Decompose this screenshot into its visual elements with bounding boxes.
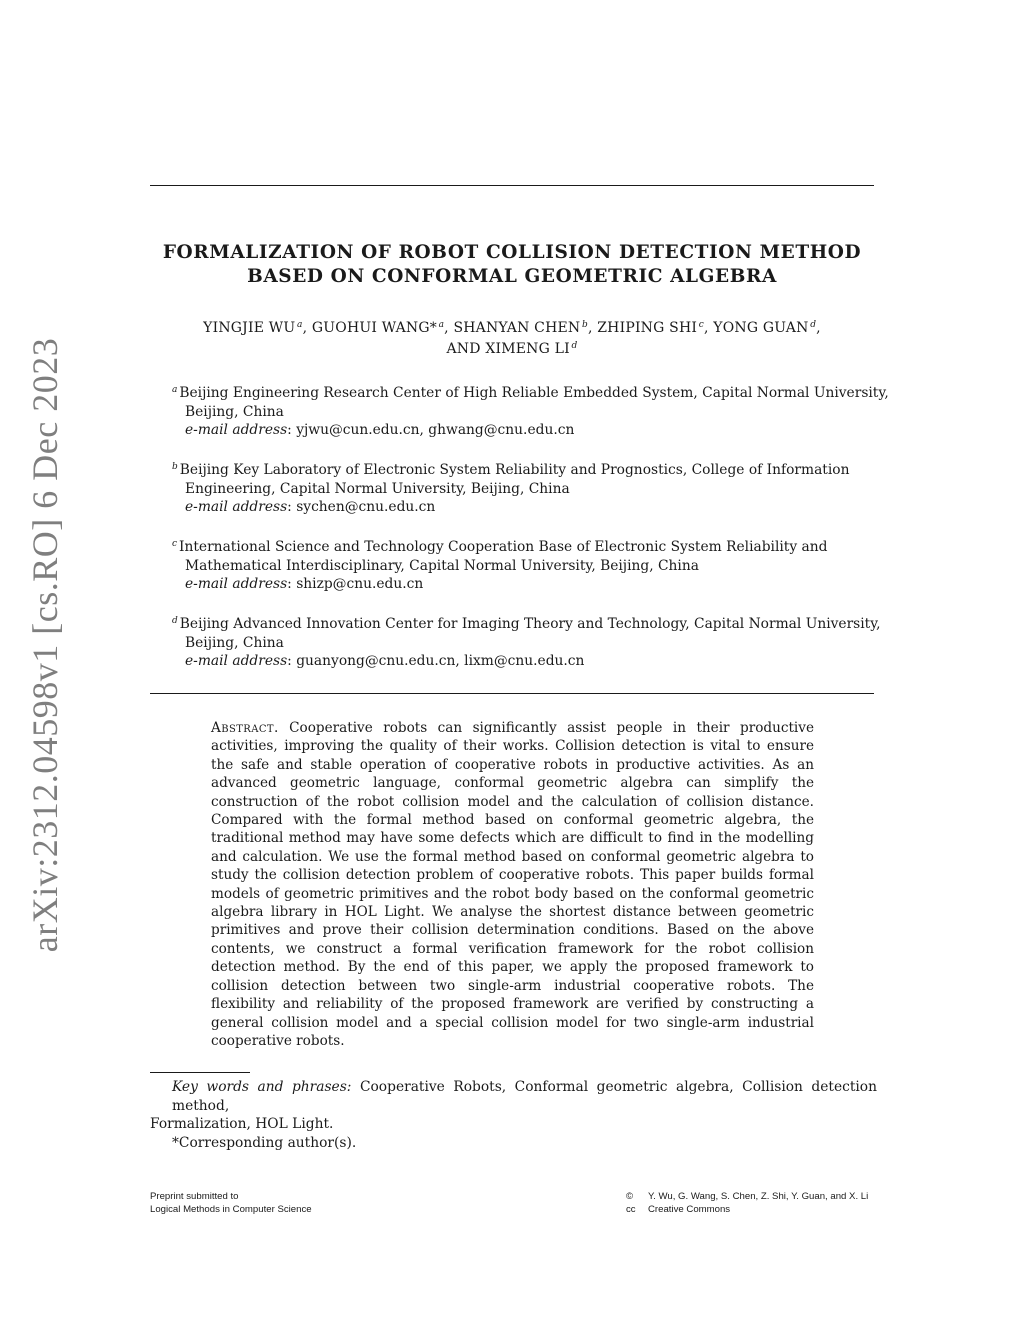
corresponding-author-note: *Corresponding author(s). [172, 1134, 357, 1151]
keywords-label: Key words and phrases: [172, 1079, 352, 1095]
section-rule [150, 693, 874, 694]
title-line-1: FORMALIZATION OF ROBOT COLLISION DETECTION METHOD [162, 242, 862, 263]
email-address: : sychen@cnu.edu.cn [287, 499, 436, 515]
copyright-icon: © [626, 1191, 634, 1202]
affiliation-marker: c [698, 320, 704, 330]
affiliation-email: e-mail address: shizp@cnu.edu.cn [185, 576, 424, 592]
affiliation-b [172, 461, 862, 517]
affiliation-line: $^b$ Beijing Key Laboratory of Electronic System Reliability and Prognostics, College of Information [172, 462, 850, 478]
email-address: : shizp@cnu.edu.cn [287, 576, 424, 592]
author-name: YINGJIE WU [203, 320, 296, 336]
author-name: AND XIMENG LI [446, 341, 570, 357]
author-name: , ZHIPING SHI [587, 320, 698, 336]
affiliation-marker: d [810, 320, 817, 330]
author-name: , GUOHUI WANG* [302, 320, 437, 336]
affiliation-c [172, 538, 862, 594]
affiliation-email: e-mail address: guanyong@cnu.edu.cn, lixm@cnu.edu.cn [185, 653, 585, 669]
arxiv-identifier-stamp: arXiv:2312.04598v1 [cs.RO] 6 Dec 2023 [25, 337, 65, 953]
keywords-line-2: Formalization, HOL Light. [150, 1116, 334, 1132]
affiliation-marker: a [297, 320, 303, 330]
creative-commons-icon: cc [626, 1203, 636, 1215]
affiliation-line: Beijing, China [185, 403, 284, 420]
affiliation-marker: d [571, 341, 578, 351]
footnote-rule [150, 1072, 250, 1073]
abstract [211, 719, 814, 1050]
author-line-2 [150, 339, 874, 360]
author-list [150, 318, 874, 360]
affiliation-marker: a [438, 320, 445, 330]
affiliation-marker: c [172, 539, 178, 549]
affiliation-line: $^c$ International Science and Technology Cooperation Base of Electronic System Reliability and [172, 539, 828, 555]
submission-footer [150, 1191, 312, 1216]
keywords-line [150, 1078, 877, 1115]
affiliation-line: $^d$ Beijing Advanced Innovation Center for Imaging Theory and Technology, Capital Normal University, [172, 616, 881, 632]
affiliation-marker: d [172, 616, 178, 626]
license-line: cc Creative Commons [626, 1203, 731, 1215]
affiliation-email: e-mail address: yjwu@cun.edu.cn, ghwang@cnu.edu.cn [185, 422, 575, 438]
top-rule [150, 185, 874, 186]
author-name: , YONG GUAN [703, 320, 809, 336]
author-name: , SHANYAN CHEN [444, 320, 581, 336]
affiliation-line: $^a$ Beijing Engineering Research Center of High Reliable Embedded System, Capital Normal University, [172, 385, 889, 401]
affiliation-marker: b [172, 462, 178, 472]
email-address: : yjwu@cun.edu.cn, ghwang@cnu.edu.cn [287, 422, 575, 438]
affiliation-a [172, 384, 889, 440]
journal-name: Logical Methods in Computer Science [150, 1203, 312, 1215]
abstract-body: Cooperative robots can significantly assist people in their productive activities, improving the quality of their works. Collision detection is vital to ensure the safe and stable operation of cooperative robots in productive activities. As an advanced geometric language, conformal geometric algebra can simplify the construction of the robot collision model and the calculation of collision distance. Compared with the formal method based on conformal geometric algebra, the traditional method may have some defects which are difficult to find in the modelling and calculation. We use the formal method based on conformal geometric algebra to study the collision detection problem of cooperative robots. This paper builds formal models of geometric primitives and the robot body based on the conformal geometric algebra library in HOL Light. We analyse the shortest distance between geometric primitives and prove their collision determination conditions. Based on the above contents, we construct a formal verification framework for the robot collision detection method. By the end of this paper, we apply the proposed framework to collision detection between two single-arm industrial cooperative robots. The flexibility and reliability of the proposed framework are verified by constructing a general collision model and a special collision model for two single-arm industrial cooperative robots. [211, 720, 814, 1049]
title-line-2: BASED ON CONFORMAL GEOMETRIC ALGEBRA [247, 266, 777, 287]
keywords-text: Cooperative Robots, Conformal geometric algebra, Collision detection method, [172, 1079, 877, 1114]
abstract-heading: Abstract. [211, 720, 279, 736]
copyright-footer [626, 1191, 868, 1216]
affiliation-marker: b [581, 320, 588, 330]
author-separator: , [816, 320, 821, 336]
affiliation-marker: a [172, 385, 178, 395]
keywords-footnote [150, 1078, 877, 1152]
affiliation-line: Engineering, Capital Normal University, Beijing, China [185, 480, 570, 497]
affiliation-email: e-mail address: sychen@cnu.edu.cn [185, 499, 436, 515]
footer-line: Preprint submitted to [150, 1191, 239, 1202]
affiliation-line: Mathematical Interdisciplinary, Capital Normal University, Beijing, China [185, 557, 699, 574]
email-address: : guanyong@cnu.edu.cn, lixm@cnu.edu.cn [287, 653, 585, 669]
affiliation-line: Beijing, China [185, 634, 284, 651]
paper-title [150, 241, 874, 289]
author-line-1 [150, 318, 874, 339]
copyright-line: © Y. Wu, G. Wang, S. Chen, Z. Shi, Y. Guan, and X. Li [626, 1191, 869, 1202]
affiliation-d [172, 615, 881, 671]
